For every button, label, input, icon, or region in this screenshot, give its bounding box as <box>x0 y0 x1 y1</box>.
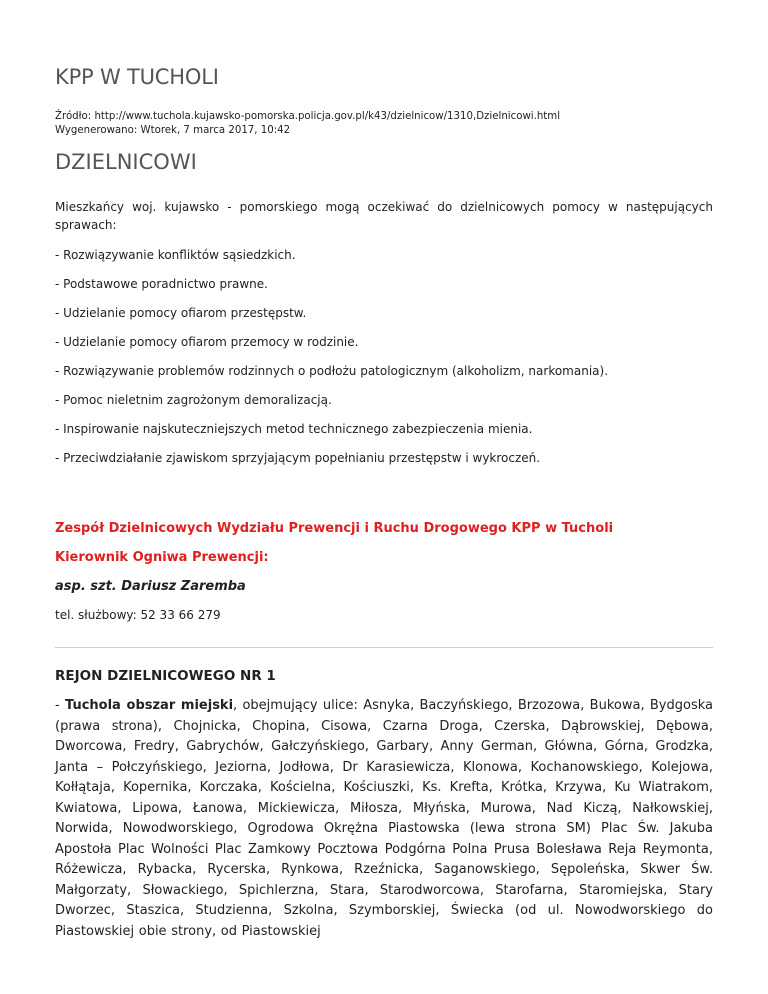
section-title: DZIELNICOWI <box>55 150 197 174</box>
duties-list <box>55 246 713 467</box>
officer-name: asp. szt. Dariusz Zaremba <box>55 579 246 594</box>
region-streets: , obejmujący ulice: Asnyka, Baczyńskiego, Brzozowa, Bukowa, Bydgoska (prawa strona), Chojnicka, Chopina, Cisowa, Czarna Droga, Czerska, Dąbrowskiej, Dębowa, Dworcowa, Fredry, Gabrychów, Gałczyńskiego, Garbary, Anny German, Główna, Górna, Grodzka, Janta – Połczyńskiego, Jeziorna, Jodłowa, Dr Karasiewicza, Klonowa, Kochanowskiego, Kolejowa, Kołłątaja, Kopernika, Korczaka, Kościelna, Kościuszki, Ks. Krefta, Krótka, Krzywa, Ku Wiatrakom, Kwiatowa, Lipowa, Łanowa, Mickiewicza, Miłosza, Młyńska, Murowa, Nad Kiczą, Nałkowskiej, Norwida, Nowodworskiego, Ogrodowa Okrężna Piastowska (lewa strona SM) Plac Św. Jakuba Apostoła Plac Wolności Plac Zamkowy Pocztowa Podgórna Polna Prusa Bolesława Reja Reymonta, Różewicza, Rybacka, Rycerska, Rynkowa, Rzeźnicka, Saganowskiego, Sępoleńska, Skwer Św. Małgorzaty, Słowackiego, Spichlerzna, Stara, Starodworcowa, Starofarna, Staromiejska, Stary Dworzec, Staszica, Studzienna, Szkolna, Szymborskiej, Świecka (od ul. Nowodworskiego do Piastowskiej obie strony, od Piastowskiej <box>55 698 713 939</box>
region-area-name: Tuchola obszar miejski <box>65 698 234 713</box>
team-role: Kierownik Ogniwa Prewencji: <box>55 550 269 565</box>
list-item: - Rozwiązywanie konfliktów sąsiedzkich. <box>55 248 296 262</box>
list-item: - Udzielanie pomocy ofiarom przemocy w rodzinie. <box>55 335 359 349</box>
list-item: - Inspirowanie najskuteczniejszych metod technicznego zabezpieczenia mienia. <box>55 422 533 436</box>
source-url-line: Źródło: http://www.tuchola.kujawsko-pomorska.policja.gov.pl/k43/dzielnicow/1310,Dzielnicowi.html <box>55 111 561 122</box>
list-item: - Udzielanie pomocy ofiarom przestępstw. <box>55 306 307 320</box>
region-title: REJON DZIELNICOWEGO NR 1 <box>55 668 276 684</box>
list-item: - Rozwiązywanie problemów rodzinnych o podłożu patologicznym (alkoholizm, narkomania). <box>55 364 609 378</box>
list-item: - Pomoc nieletnim zagrożonym demoralizacją. <box>55 393 332 407</box>
region-description <box>55 696 713 942</box>
section-divider <box>55 647 713 648</box>
officer-phone: tel. służbowy: 52 33 66 279 <box>55 608 221 622</box>
generated-date-line: Wygenerowano: Wtorek, 7 marca 2017, 10:42 <box>55 125 291 136</box>
site-title: KPP W TUCHOLI <box>55 65 219 89</box>
source-meta <box>55 110 713 138</box>
intro-paragraph: Mieszkańcy woj. kujawsko - pomorskiego mogą oczekiwać do dzielnicowych pomocy w następujących sprawach: <box>55 200 713 232</box>
list-item: - Podstawowe poradnictwo prawne. <box>55 277 268 291</box>
list-item: - Przeciwdziałanie zjawiskom sprzyjającym popełnianiu przestępstw i wykroczeń. <box>55 451 541 465</box>
team-heading: Zespół Dzielnicowych Wydziału Prewencji i Ruchu Drogowego KPP w Tucholi <box>55 521 614 536</box>
team-block <box>55 520 713 624</box>
region-prefix: - <box>55 698 65 713</box>
